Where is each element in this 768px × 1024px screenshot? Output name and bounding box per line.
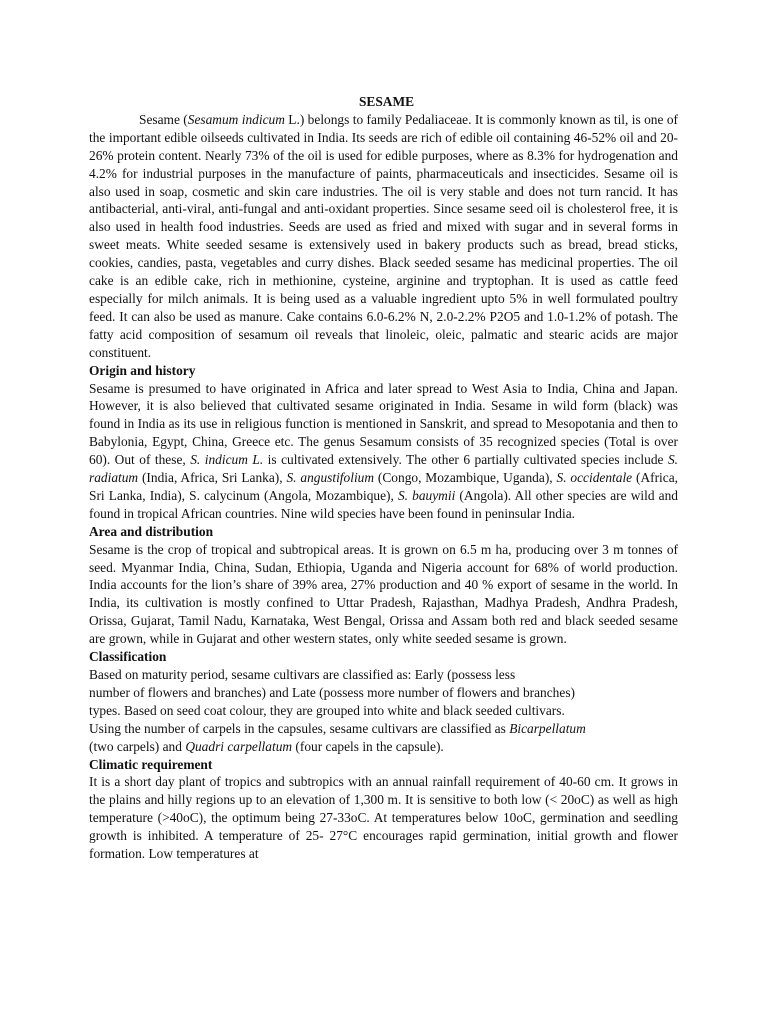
section-heading-area: Area and distribution [89,523,214,539]
species-name: S. indicum L. [190,452,264,468]
cultivar-group-name: Bicarpellatum [509,720,586,736]
origin-text: (India, Africa, Sri Lanka), [138,470,287,486]
intro-text-rest: L.) belongs to family Pedaliaceae. It is commonly known as til, is one of the important edible oilseeds cultivated in India. Its seeds are rich of edible oil containing 46-52% oil and 20-26% protein content. Nearly 73% of the oil is used for edible purposes, where as 8.3% for hydrogenation and 4.2% for industrial purposes in the manufacture of paints, pharmaceuticals and insecticides. Sesame oil is also used in soap, cosmetic and skin care industries. The oil is very stable and does not turn rancid. It has antibacterial, anti-viral, anti-fungal and anti-oxidant properties. Since sesame seed oil is cholesterol free, it is also used in health food industries. Seeds are used as fried and mixed with sugar and in several forms in sweet meats. White seeded sesame is extensively used in bakery products such as bread, bread sticks, cookies, candies, pasta, vegetables and curry dishes. Black seeded sesame has medicinal properties. The oil cake is an edible cake, rich in methionine, cysteine, arginine and tryptophan. It is used as cattle feed especially for milch animals. It is being used as a valuable ingredient upto 5% in well formulated poultry feed. It can also be used as manure. Cake contains 6.0-6.2% N, 2.0-2.2% P2O5 and 1.0-1.2% of potash. The fatty acid composition of sesamum oil reveals that linoleic, oleic, palmatic and stearic acids are major constituent. [89,111,678,360]
section-heading-climatic: Climatic requirement [89,756,213,772]
classification-paragraph [89,666,678,756]
origin-paragraph [89,380,678,523]
section-heading-classification: Classification [89,649,167,665]
origin-text: (Congo, Mozambique, Uganda), [374,470,557,486]
classification-text: (four capels in the capsule). [292,738,444,754]
cultivar-group-name: Quadri carpellatum [185,738,293,754]
species-name: S. radiatum [89,452,678,486]
intro-text-start: Sesame ( [139,111,188,127]
classification-line: number of flowers and branches) and Late (possess more number of flowers and branches) [89,684,575,700]
species-name: S. occidentale [556,470,633,486]
origin-text: is cultivated extensively. The other 6 partially cultivated species include [263,452,668,468]
intro-paragraph [89,111,678,362]
classification-line: Based on maturity period, sesame cultivars are classified as: Early (possess less [89,667,516,682]
document-body [89,93,678,863]
species-name: S. bauymii [397,487,456,503]
climatic-paragraph: It is a short day plant of tropics and subtropics with an annual rainfall requirement of 40-60 cm. It grows in the plains and hilly regions up to an elevation of 1,300 m. It is sensitive to both low (< 20oC) as well as high temperature (>40oC), the optimum being 27-33oC. At temperatures below 10oC, germination and seedling growth is inhibited. A temperature of 25- 27°C encourages rapid germination, initial growth and flower formation. Low temperatures at [89,774,678,862]
scientific-name: Sesamum indicum [187,111,285,127]
page-title: SESAME [358,94,415,109]
origin-text: Sesame is presumed to have originated in Africa and later spread to West Asia to India, China and Japan. However, it is also believed that cultivated sesame originated in India. Sesame in wild form (black) was found in India as its use in religious function is mentioned in Sanskrit, and spread to Mesopotania and then to Babylonia, Egypt, China, Greece etc. The genus Sesamum consists of 35 recognized species (Total is over 60). Out of these, [89,380,678,468]
classification-line [89,738,678,756]
section-heading-origin: Origin and history [89,362,196,378]
species-name: S. angustifolium [286,470,375,486]
classification-text: (two carpels) and [89,738,186,754]
classification-text: Using the number of carpels in the capsules, sesame cultivars are classified as [89,720,510,736]
classification-line [89,720,678,738]
area-paragraph: Sesame is the crop of tropical and subtropical areas. It is grown on 6.5 m ha, producing over 3 m tonnes of seed. Myanmar India, China, Sudan, Ethiopia, Uganda and Nigeria account for 68% of world production. India accounts for the lion’s share of 39% area, 27% production and 40 % export of sesame in the world. In India, its cultivation is mostly confined to Uttar Pradesh, Rajasthan, Madhya Pradesh, Andhra Pradesh, Orissa, Gujarat, Tamil Nadu, Karnataka, West Bengal, Orissa and Assam both red and black seeded sesame are grown, while in Gujarat and other western states, only white seeded sesame is grown. [89,541,678,647]
classification-line: types. Based on seed coat colour, they are grouped into white and black seeded cultivars. [89,702,565,718]
origin-text: (Angola). All other species are wild and found in tropical African countries. Nine wild species have been found in peninsular India. [89,487,678,521]
origin-text: (Africa, Sri Lanka, India), S. calycinum (Angola, Mozambique), [89,470,679,503]
